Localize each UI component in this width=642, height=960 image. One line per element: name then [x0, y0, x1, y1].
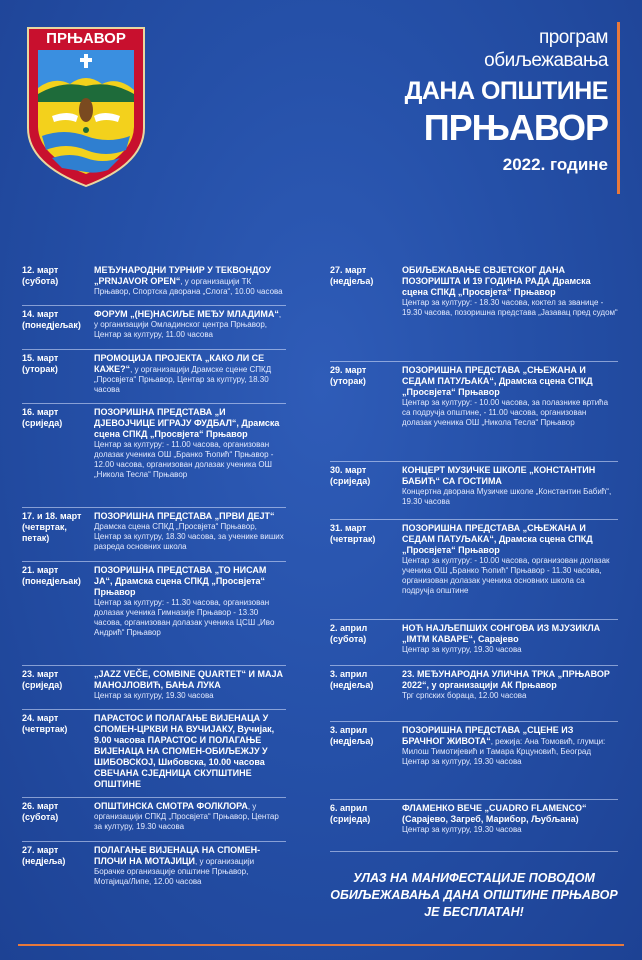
event-row: [22, 404, 286, 508]
event-date: 31. март (четвртак): [330, 523, 376, 544]
title-line-4: ПРЊАВОР: [423, 107, 608, 148]
title-line-3: ДАНА ОПШТИНЕ: [404, 77, 608, 105]
event-date: 30. март (сриједа): [330, 465, 371, 486]
event-date: 16. март (сриједа): [22, 407, 63, 428]
event-body: МЕЂУНАРОДНИ ТУРНИР У ТЕКВОНДОУ „PRNJAVOR OPEN“, у организацији ТК Прњавор, Спортска дворана „Слога“, 10.00 часова: [94, 265, 283, 296]
event-date: 21. март (понедјељак): [22, 565, 81, 586]
event-row: [22, 508, 286, 562]
event-body: ОПШТИНСКА СМОТРА ФОЛКЛОРА, у организацији СПКД „Просвјета“ Прњавор, Центар за културу, 19.30 часова: [94, 801, 279, 831]
event-body: ПОЗОРИШНА ПРЕДСТАВА „СЊЕЖАНА И СЕДАМ ПАТУЉАКА“, Драмска сцена СПКД „Просвјета“ Прњавор Центар за културу: - 10.00 часова, организован долазак ученика ОШ „Бранко Ћопић“ Прњавор - 11.30 часова, организован долазак ученика основних школа са подручја општине: [402, 523, 610, 595]
event-date: 26. март (субота): [22, 801, 59, 822]
event-date: 3. април (недјеља): [330, 725, 374, 746]
crest-name: ПРЊАВОР: [46, 30, 126, 47]
event-row: [330, 462, 618, 520]
events-left-column: [22, 262, 286, 906]
bottom-accent-line: [18, 944, 624, 946]
event-date: 2. април (субота): [330, 623, 368, 644]
title-line-2: обиљежавања: [484, 50, 608, 71]
event-date: 27. март (недјеља): [330, 265, 374, 286]
event-date: 6. април (сриједа): [330, 803, 371, 824]
event-body: ПОЛАГАЊЕ ВИЈЕНАЦА НА СПОМЕН-ПЛОЧИ НА МОТАЈИЦИ, у организацији Борачке организације општине Прњавор, Мотајица/Липе, 12.00 часова: [94, 845, 261, 886]
event-row: [22, 798, 286, 842]
event-row: [330, 666, 618, 722]
event-date: 17. и 18. март (четвртак, петак): [22, 511, 82, 543]
event-row: [22, 562, 286, 666]
event-body: ПОЗОРИШНА ПРЕДСТАВА „ПРВИ ДЕЈТ“ Драмска сцена СПКД „Просвјета“ Прњавор, Центар за културу, 18.30 часова, за ученике виших разреда основних школа: [94, 511, 284, 551]
event-row: [330, 722, 618, 800]
event-date: 3. април (недјеља): [330, 669, 374, 690]
event-row: [330, 620, 618, 666]
event-row: [22, 710, 286, 798]
event-body: ПРОМОЦИЈА ПРОЈЕКТА „КАКО ЛИ СЕ КАЖЕ?“, у организацији Драмске сцене СПКД „Просвјета“ Прњавор, Центар за културу, 18.30 часова: [94, 353, 272, 394]
free-entry-note: УЛАЗ НА МАНИФЕСТАЦИЈЕ ПОВОДОМ ОБИЉЕЖАВАЊА ДАНА ОПШТИНЕ ПРЊАВОР ЈЕ БЕСПЛАТАН!: [330, 871, 618, 919]
event-body: ФОРУМ „(НЕ)НАСИЉЕ МЕЂУ МЛАДИМА“, у организацији Омладинског центра Прњавор, Центар за културу, 11.00 часова: [94, 309, 282, 339]
event-row: [22, 842, 286, 906]
program-title: [405, 26, 608, 176]
event-row: [330, 262, 618, 362]
event-body: ПАРАСТОС И ПОЛАГАЊЕ ВИЈЕНАЦА У СПОМЕН-ЦРКВИ НА ВУЧИЈАКУ, Вучијак, 9.00 часова ПАРАСТОС И ПОЛАГАЊЕ ВИЈЕНАЦА НА СПОМЕН-ОБИЉЕЖЈУ У ШИБОВСКОЈ, Шибовска, 10.00 часова СВЕЧАНА СЈЕДНИЦА СКУПШТИНЕ ОПШТИНЕ: [94, 713, 275, 789]
event-body: КОНЦЕРТ МУЗИЧКЕ ШКОЛЕ „КОНСТАНТИН БАБИЋ“ СА ГОСТИМА Концертна дворана Музичке школе „Константин Бабић“, 19.30 часова: [402, 465, 612, 506]
event-row: [22, 306, 286, 350]
prnjavor-coat-of-arms: [22, 24, 150, 190]
event-body: 23. МЕЂУНАРОДНА УЛИЧНА ТРКА „ПРЊАВОР 2022“, у организацији АК Прњавор Трг српских бораца, 12.00 часова: [402, 669, 610, 700]
events-right-column: [330, 262, 618, 852]
event-body: ПОЗОРИШНА ПРЕДСТАВА „СЦЕНЕ ИЗ БРАЧНОГ ЖИВОТА“, режија: Ана Томовић, глумци: Милош Тимотијевић и Тамара Крцуновић, Београд Центар за културу, 19.30 часова: [402, 725, 606, 766]
event-date: 14. март (понедјељак): [22, 309, 81, 330]
event-body: ПОЗОРИШНА ПРЕДСТАВА „ТО НИСАМ ЈА“, Драмска сцена СПКД „Просвјета“ Прњавор Центар за културу: - 11.30 часова, организован долазак ученика Гимназије Прњавор - 13.30 часова, организован долазак ученика ЦСШ „Иво Андрић“ Прњавор: [94, 565, 275, 637]
event-row: [330, 362, 618, 462]
event-body: ФЛАМЕНКО ВЕЧЕ „CUADRO FLAMENCO“ (Сарајево, Загреб, Марибор, Љубљана) Центар за културу, 19.30 часова: [402, 803, 587, 834]
title-line-1: програм: [538, 27, 608, 48]
event-row: [22, 262, 286, 306]
title-year: 2022. године: [502, 155, 608, 174]
event-body: ОБИЉЕЖАВАЊЕ СВЈЕТСКОГ ДАНА ПОЗОРИШТА И 19 ГОДИНА РАДА Драмска сцена СПКД „Просвјета“ Прњавор Центар за културу: - 18.30 часова, коктел за званице - 19.30 часова, позоришна представа „Јазавац пред судом“: [402, 265, 618, 317]
event-date: 27. март (недјеља): [22, 845, 66, 866]
title-accent-line: [617, 22, 620, 194]
event-date: 12. март (субота): [22, 265, 59, 286]
event-date: 29. март (уторак): [330, 365, 367, 386]
event-row: [330, 800, 618, 852]
event-date: 24. март (четвртак): [22, 713, 68, 734]
event-row: [22, 350, 286, 404]
event-body: ПОЗОРИШНА ПРЕДСТАВА „И ДЈЕВОЈЧИЦЕ ИГРАЈУ ФУДБАЛ“, Драмска сцена СПКД „Просвјета“ Прњавор Центар за културу: - 11.00 часова, организован долазак ученика ОШ „Бранко Ћопић“ Прњавор - 12.00 часова, организован долазак ученика ОШ „Никола Тесла“ Прњавор: [94, 407, 280, 479]
event-row: [330, 520, 618, 620]
event-row: [22, 666, 286, 710]
event-body: ПОЗОРИШНА ПРЕДСТАВА „СЊЕЖАНА И СЕДАМ ПАТУЉАКА“, Драмска сцена СПКД „Просвјета“ Прњавор Центар за културу: - 10.00 часова, за полазнике вртића са подручја општине, - 11.00 часова, организован долазак ученика ОШ „Никола Тесла“ Прњавор: [402, 365, 609, 427]
event-body: „JAZZ VEČE, COMBINE QUARTET“ И МАЈА МАНОЈЛОВИЋ, БАЊА ЛУКА Центар за културу, 19.30 часова: [94, 669, 283, 700]
event-date: 15. март (уторак): [22, 353, 59, 374]
event-body: НОЋ НАЈЉЕПШИХ СОНГОВА ИЗ МЈУЗИКЛА „ІМТМ КАВАРЕ“, Сарајево Центар за културу, 19.30 часова: [402, 623, 601, 654]
event-date: 23. март (сриједа): [22, 669, 63, 690]
